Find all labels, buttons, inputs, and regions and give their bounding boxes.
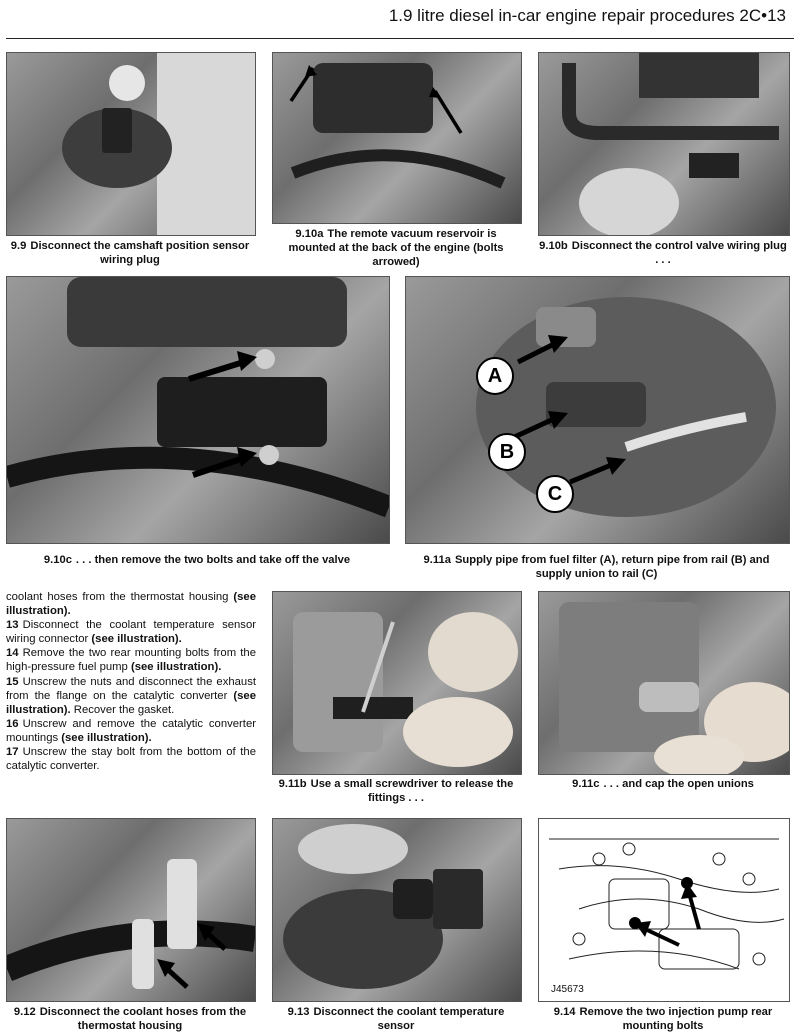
caption-9-10c: 9.10c . . . then remove the two bolts and take off the valve [43,554,351,566]
photo-9-10b [538,52,790,236]
caption-9-13: 9.13 Disconnect the coolant temperature sensor [287,1006,505,1032]
label-a: A [476,357,514,395]
label-c: C [536,475,574,513]
photo-9-12 [6,818,256,1002]
body-step-14: 14 Remove the two rear mounting bolts from the high-pressure fuel pump (see illustration). [6,647,256,674]
caption-9-10b: 9.10b Disconnect the control valve wiring plug . . . [539,240,787,266]
caption-9-11c: 9.11c . . . and cap the open unions [572,778,754,790]
caption-9-10a: 9.10a The remote vacuum reservoir is mounted at the back of the engine (bolts arrowed) [288,228,504,268]
photo-9-13 [272,818,522,1002]
body-intro: coolant hoses from the thermostat housing (see illustration). [6,591,256,618]
caption-9-12: 9.12 Disconnect the coolant hoses from the thermostat housing [13,1006,247,1032]
photo-9-11a [405,276,790,544]
header-rule [6,38,794,39]
body-step-17: 17 Unscrew the stay bolt from the bottom of the catalytic converter. [6,746,256,773]
drawing-code: J45673 [551,984,584,995]
caption-9-11a: 9.11a Supply pipe from fuel filter (A), return pipe from rail (B) and supply union to rail (C) [423,554,770,580]
body-step-13: 13 Disconnect the coolant temperature sensor wiring connector (see illustration). [6,619,256,646]
caption-9-11b: 9.11b Use a small screwdriver to release the fittings . . . [278,778,514,804]
drawing-9-14 [538,818,790,1002]
body-step-16: 16 Unscrew and remove the catalytic converter mountings (see illustration). [6,717,256,744]
body-text [6,590,256,773]
photo-9-11c [538,591,790,775]
photo-9-10c [6,276,390,544]
photo-9-9 [6,52,256,236]
caption-9-14: 9.14 Remove the two injection pump rear mounting bolts [553,1006,773,1032]
caption-9-9: 9.9 Disconnect the camshaft position sensor wiring plug [10,240,250,266]
photo-9-10a [272,52,522,224]
page-header-title: 1.9 litre diesel in-car engine repair procedures 2C•13 [388,6,786,25]
body-step-15: 15 Unscrew the nuts and disconnect the exhaust from the flange on the catalytic converter (see illustration). Recover the gasket. [6,675,257,716]
photo-9-11b [272,591,522,775]
label-b: B [488,433,526,471]
